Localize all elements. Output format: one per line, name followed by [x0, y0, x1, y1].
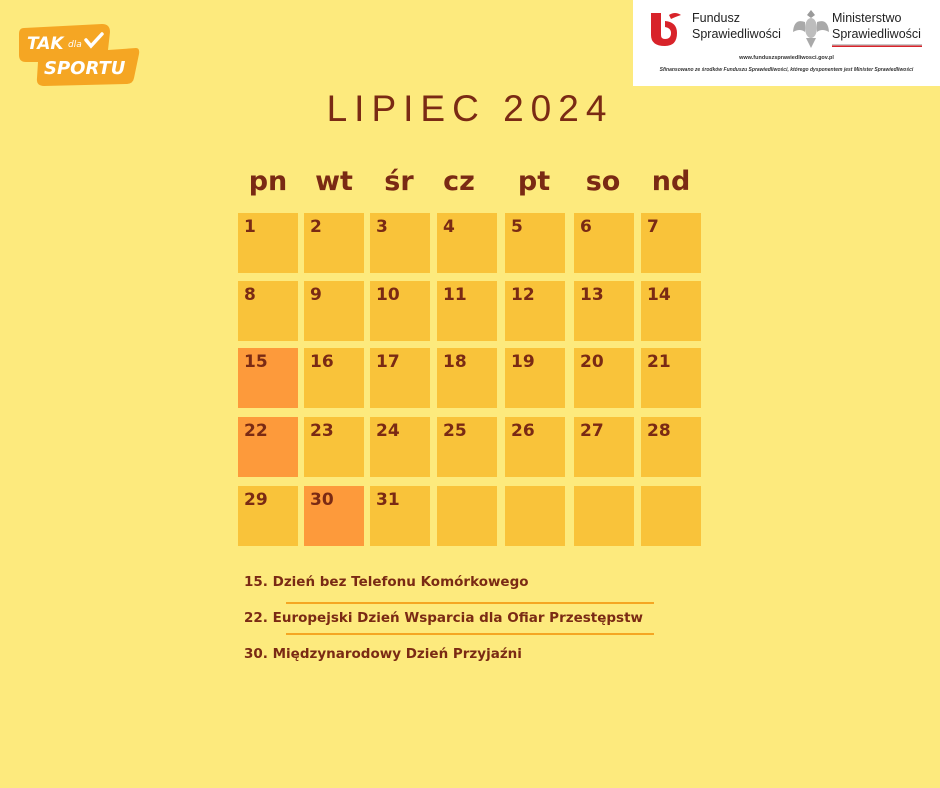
- fundusz-emblem-icon: [647, 9, 683, 49]
- day-cell[interactable]: [574, 417, 634, 477]
- day-cell[interactable]: [304, 417, 364, 477]
- day-number: 24: [376, 421, 400, 441]
- day-cell[interactable]: [238, 417, 298, 477]
- day-number: 25: [443, 421, 467, 441]
- day-cell[interactable]: [505, 281, 565, 341]
- day-cell[interactable]: [641, 417, 701, 477]
- event-divider: [286, 602, 654, 604]
- eagle-emblem-icon: [792, 6, 830, 50]
- empty-day-cell: [641, 486, 701, 546]
- weekday-label: pt: [517, 166, 551, 197]
- day-number: 16: [310, 352, 334, 372]
- weekday-label: śr: [384, 166, 414, 197]
- day-number: 3: [376, 217, 388, 237]
- day-number: 8: [244, 285, 256, 305]
- day-number: 7: [647, 217, 659, 237]
- day-number: 20: [580, 352, 604, 372]
- day-cell[interactable]: [437, 417, 497, 477]
- day-cell[interactable]: [437, 213, 497, 273]
- day-number: 30: [310, 490, 334, 510]
- day-cell[interactable]: [505, 417, 565, 477]
- day-number: 27: [580, 421, 604, 441]
- day-number: 5: [511, 217, 523, 237]
- event-item: 30. Międzynarodowy Dzień Przyjaźni: [244, 646, 522, 662]
- empty-day-cell: [505, 486, 565, 546]
- day-cell[interactable]: [238, 486, 298, 546]
- day-number: 22: [244, 421, 268, 441]
- calendar-title: LIPIEC 2024: [326, 88, 614, 129]
- event-item: 22. Europejski Dzień Wsparcia dla Ofiar Przestępstw: [244, 610, 644, 626]
- day-cell[interactable]: [304, 281, 364, 341]
- day-cell[interactable]: [304, 348, 364, 408]
- event-divider: [286, 633, 654, 635]
- weekday-label: wt: [315, 166, 353, 197]
- day-number: 26: [511, 421, 535, 441]
- day-cell[interactable]: [574, 213, 634, 273]
- day-number: 21: [647, 352, 671, 372]
- day-cell[interactable]: [437, 281, 497, 341]
- day-number: 11: [443, 285, 467, 305]
- fundusz-name: [692, 10, 781, 42]
- weekday-label: cz: [443, 166, 475, 197]
- day-number: 17: [376, 352, 400, 372]
- day-cell[interactable]: [238, 348, 298, 408]
- polish-flag-stripe: [832, 44, 922, 47]
- day-cell[interactable]: [574, 348, 634, 408]
- weekday-label: pn: [248, 166, 288, 197]
- ministerstwo-name-line1: Ministerstwo: [832, 11, 902, 25]
- day-cell[interactable]: [370, 348, 430, 408]
- day-cell[interactable]: [505, 213, 565, 273]
- logo-badge-icon: [18, 22, 140, 88]
- day-number: 2: [310, 217, 322, 237]
- day-number: 28: [647, 421, 671, 441]
- day-number: 15: [244, 352, 268, 372]
- day-cell[interactable]: [370, 213, 430, 273]
- day-cell[interactable]: [370, 417, 430, 477]
- day-cell[interactable]: [574, 281, 634, 341]
- sponsor-url[interactable]: www.funduszsprawiedliwosci.gov.pl: [739, 55, 834, 61]
- empty-day-cell: [437, 486, 497, 546]
- ministerstwo-name: [832, 10, 921, 42]
- day-number: 6: [580, 217, 592, 237]
- day-number: 23: [310, 421, 334, 441]
- svg-text:TAK: TAK: [27, 34, 64, 54]
- day-cell[interactable]: [304, 213, 364, 273]
- weekday-label: nd: [651, 166, 691, 197]
- day-number: 29: [244, 490, 268, 510]
- day-number: 19: [511, 352, 535, 372]
- day-cell[interactable]: [505, 348, 565, 408]
- day-cell[interactable]: [370, 486, 430, 546]
- day-cell[interactable]: [238, 281, 298, 341]
- day-number: 14: [647, 285, 671, 305]
- fundusz-name-line1: Fundusz: [692, 11, 740, 25]
- empty-day-cell: [574, 486, 634, 546]
- day-number: 13: [580, 285, 604, 305]
- day-number: 1: [244, 217, 256, 237]
- sponsor-banner: [633, 0, 940, 86]
- event-item: 15. Dzień bez Telefonu Komórkowego: [244, 574, 529, 590]
- svg-text:SPORTU: SPORTU: [44, 58, 126, 79]
- weekday-label: so: [585, 166, 621, 197]
- day-cell[interactable]: [370, 281, 430, 341]
- day-number: 10: [376, 285, 400, 305]
- day-number: 18: [443, 352, 467, 372]
- tak-dla-sportu-logo: [18, 22, 140, 88]
- day-number: 9: [310, 285, 322, 305]
- fundusz-name-line2: Sprawiedliwości: [692, 27, 781, 41]
- ministerstwo-name-line2: Sprawiedliwości: [832, 27, 921, 41]
- day-cell[interactable]: [641, 281, 701, 341]
- svg-text:dla: dla: [68, 40, 82, 50]
- day-cell[interactable]: [641, 213, 701, 273]
- day-number: 31: [376, 490, 400, 510]
- day-cell[interactable]: [304, 486, 364, 546]
- financing-note: Sfinansowano ze środków Funduszu Sprawiedliwości, którego dysponentem jest Minister Sprawiedliwości: [659, 67, 914, 73]
- day-number: 4: [443, 217, 455, 237]
- day-cell[interactable]: [437, 348, 497, 408]
- day-cell[interactable]: [238, 213, 298, 273]
- day-number: 12: [511, 285, 535, 305]
- day-cell[interactable]: [641, 348, 701, 408]
